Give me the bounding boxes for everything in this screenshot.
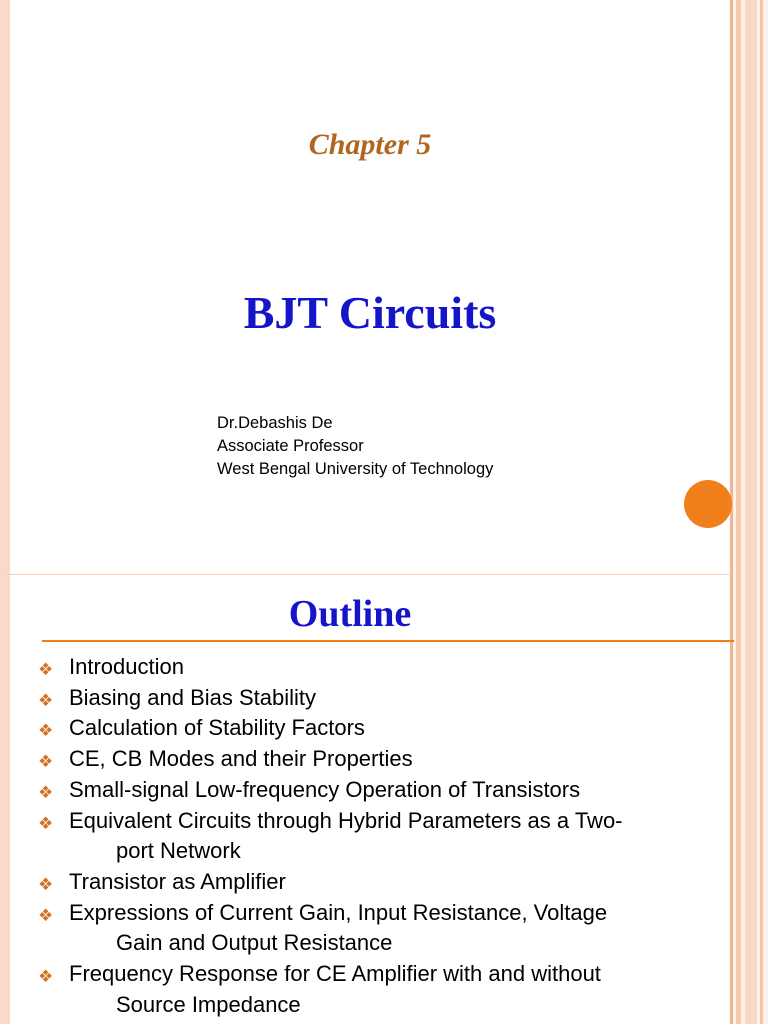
diamond-bullet-icon: ❖ (38, 874, 54, 894)
diamond-bullet-icon: ❖ (38, 813, 54, 833)
diamond-bullet-icon: ❖ (38, 905, 54, 925)
author-name: Dr.Debashis De (217, 414, 333, 432)
outline-item (38, 898, 728, 959)
outline-item (38, 775, 728, 806)
title-divider (42, 640, 734, 642)
outline-item-text: Expressions of Current Gain, Input Resistance, Voltage (69, 899, 608, 925)
author-block (217, 412, 493, 481)
outline-item (38, 652, 728, 683)
diamond-bullet-icon: ❖ (38, 690, 54, 710)
chapter-label: Chapter 5 (308, 128, 432, 161)
outline-item (38, 959, 728, 1020)
diamond-bullet-icon: ❖ (38, 782, 54, 802)
outline-item-text: Small-signal Low-frequency Operation of Transistors (69, 776, 581, 802)
outline-item-continuation: port Network (116, 838, 241, 864)
diamond-bullet-icon: ❖ (38, 752, 54, 772)
author-affiliation: West Bengal University of Technology (217, 460, 494, 478)
outline-title: Outline (288, 593, 412, 635)
orange-circle-icon (684, 480, 732, 528)
outline-item (38, 683, 728, 714)
outline-item-text: Transistor as Amplifier (69, 868, 286, 894)
outline-item-continuation: Gain and Output Resistance (116, 930, 393, 956)
outline-item (38, 713, 728, 744)
outline-item-text: Biasing and Bias Stability (69, 684, 317, 710)
outline-item (38, 806, 728, 867)
outline-item-text: CE, CB Modes and their Properties (69, 746, 413, 772)
diamond-bullet-icon: ❖ (38, 721, 54, 741)
outline-item-text: Frequency Response for CE Amplifier with and without (69, 961, 601, 987)
outline-list (38, 652, 728, 1020)
outline-item-text: Equivalent Circuits through Hybrid Parameters as a Two- (69, 807, 623, 833)
outline-item-continuation: Source Impedance (116, 991, 301, 1017)
author-position: Associate Professor (217, 437, 364, 455)
diamond-bullet-icon: ❖ (38, 967, 54, 987)
outline-item-text: Calculation of Stability Factors (69, 715, 365, 741)
slide-title: BJT Circuits (243, 287, 497, 338)
outline-item (38, 867, 728, 898)
outline-item (38, 744, 728, 775)
outline-item-text: Introduction (69, 654, 184, 679)
diamond-bullet-icon: ❖ (38, 660, 54, 679)
